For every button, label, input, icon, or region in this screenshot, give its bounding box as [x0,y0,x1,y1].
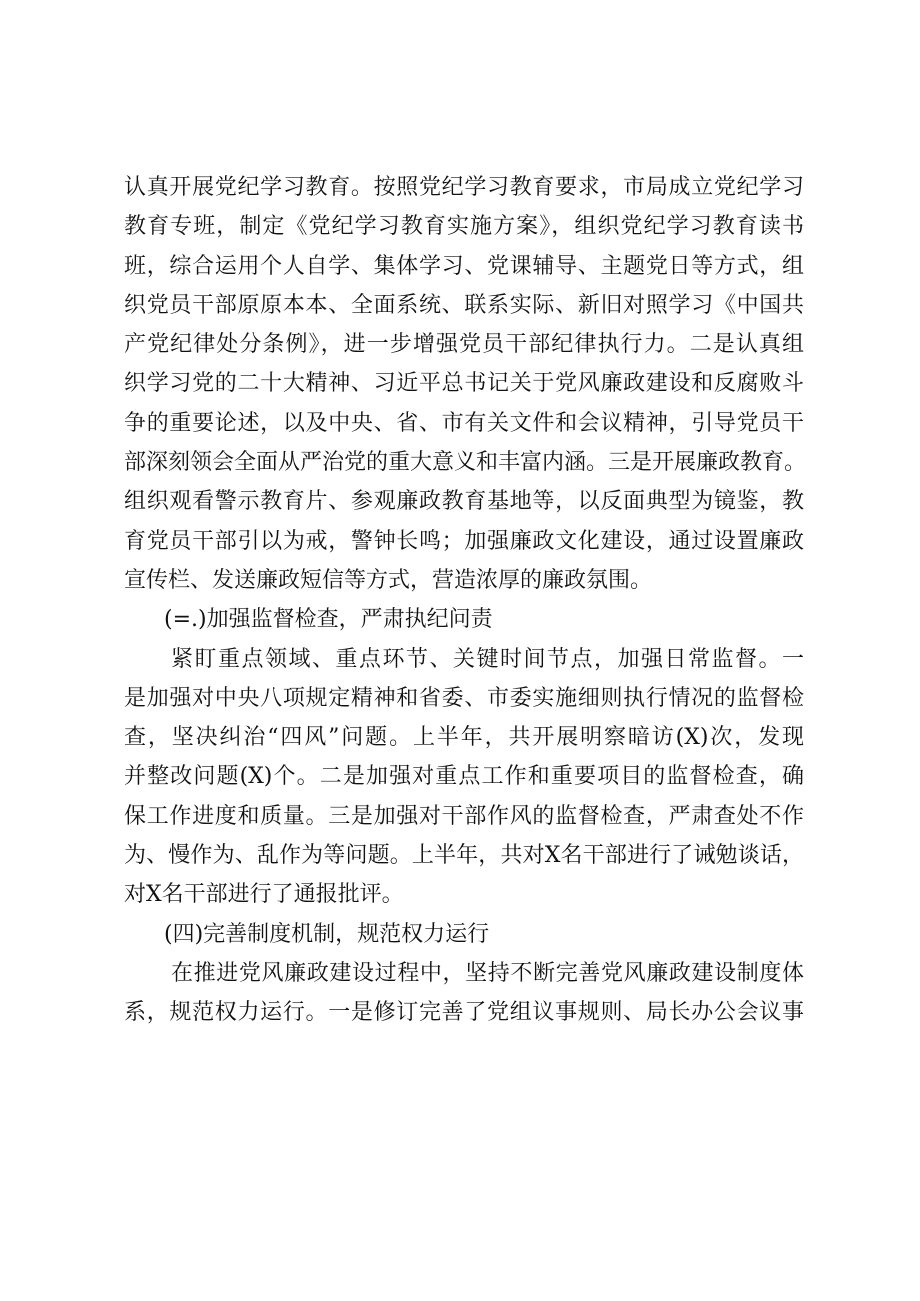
paragraph-line: 宣传栏、发送廉政短信等方式，营造浓厚的廉政氛围。 [124,567,653,593]
paragraph-line: 系，规范权力运行。一是修订完善了党组议事规则、局长办公会议事 [124,1000,804,1026]
paragraph-line: 认真开展党纪学习教育。按照党纪学习教育要求，市局成立党纪学习 [124,175,804,200]
paragraph-line: 查，坚决纠治“四风”问题。上半年，共开展明察暗访(X)次，发现 [124,725,804,751]
paragraph-line: 育党员干部引以为戒，警钟长鸣；加强廉政文化建设，通过设置廉政 [124,528,804,554]
paragraph-line: 对X名干部进行了通报批评。 [124,882,404,908]
paragraph-line: 紧盯重点领域、重点环节、关键时间节点，加强日常监督。一 [171,646,804,672]
paragraph-line: 组织观看警示教育片、参观廉政教育基地等，以反面典型为镜鉴，教 [124,489,804,515]
paragraph-line: 并整改问题(X)个。二是加强对重点工作和重要项目的监督检查，确 [124,764,804,790]
paragraph-line: 产党纪律处分条例》，进一步增强党员干部纪律执行力。二是认真组 [124,332,804,358]
section-heading: (四)完善制度机制，规范权力运行 [164,921,490,947]
paragraph-line: 保工作进度和质量。三是加强对干部作风的监督检查，严肃查处不作 [124,803,804,829]
paragraph-line: 为、慢作为、乱作为等问题。上半年，共对X名干部进行了诫勉谈话， [124,843,804,869]
paragraph-line: 在推进党风廉政建设过程中，坚持不断完善党风廉政建设制度体 [171,960,804,986]
paragraph-line: 织党员干部原原本本、全面系统、联系实际、新旧对照学习《中国共 [124,292,804,318]
paragraph-line: 是加强对中央八项规定精神和省委、市委实施细则执行情况的监督检 [124,685,804,711]
paragraph-line: 部深刻领会全面从严治党的重大意义和丰富内涵。三是开展廉政教育。 [124,450,807,476]
paragraph-line: 织学习党的二十大精神、习近平总书记关于党风廉政建设和反腐败斗 [124,371,804,397]
paragraph-line: 班，综合运用个人自学、集体学习、党课辅导、主题党日等方式，组 [124,253,804,279]
paragraph-line: 教育专班，制定《党纪学习教育实施方案》，组织党纪学习教育读书 [124,214,804,240]
paragraph-line: 争的重要论述，以及中央、省、市有关文件和会议精神，引导党员干 [124,410,804,436]
document-body [124,168,807,1033]
section-heading: (=.)加强监督检查，严肃执纪问责 [164,607,493,633]
